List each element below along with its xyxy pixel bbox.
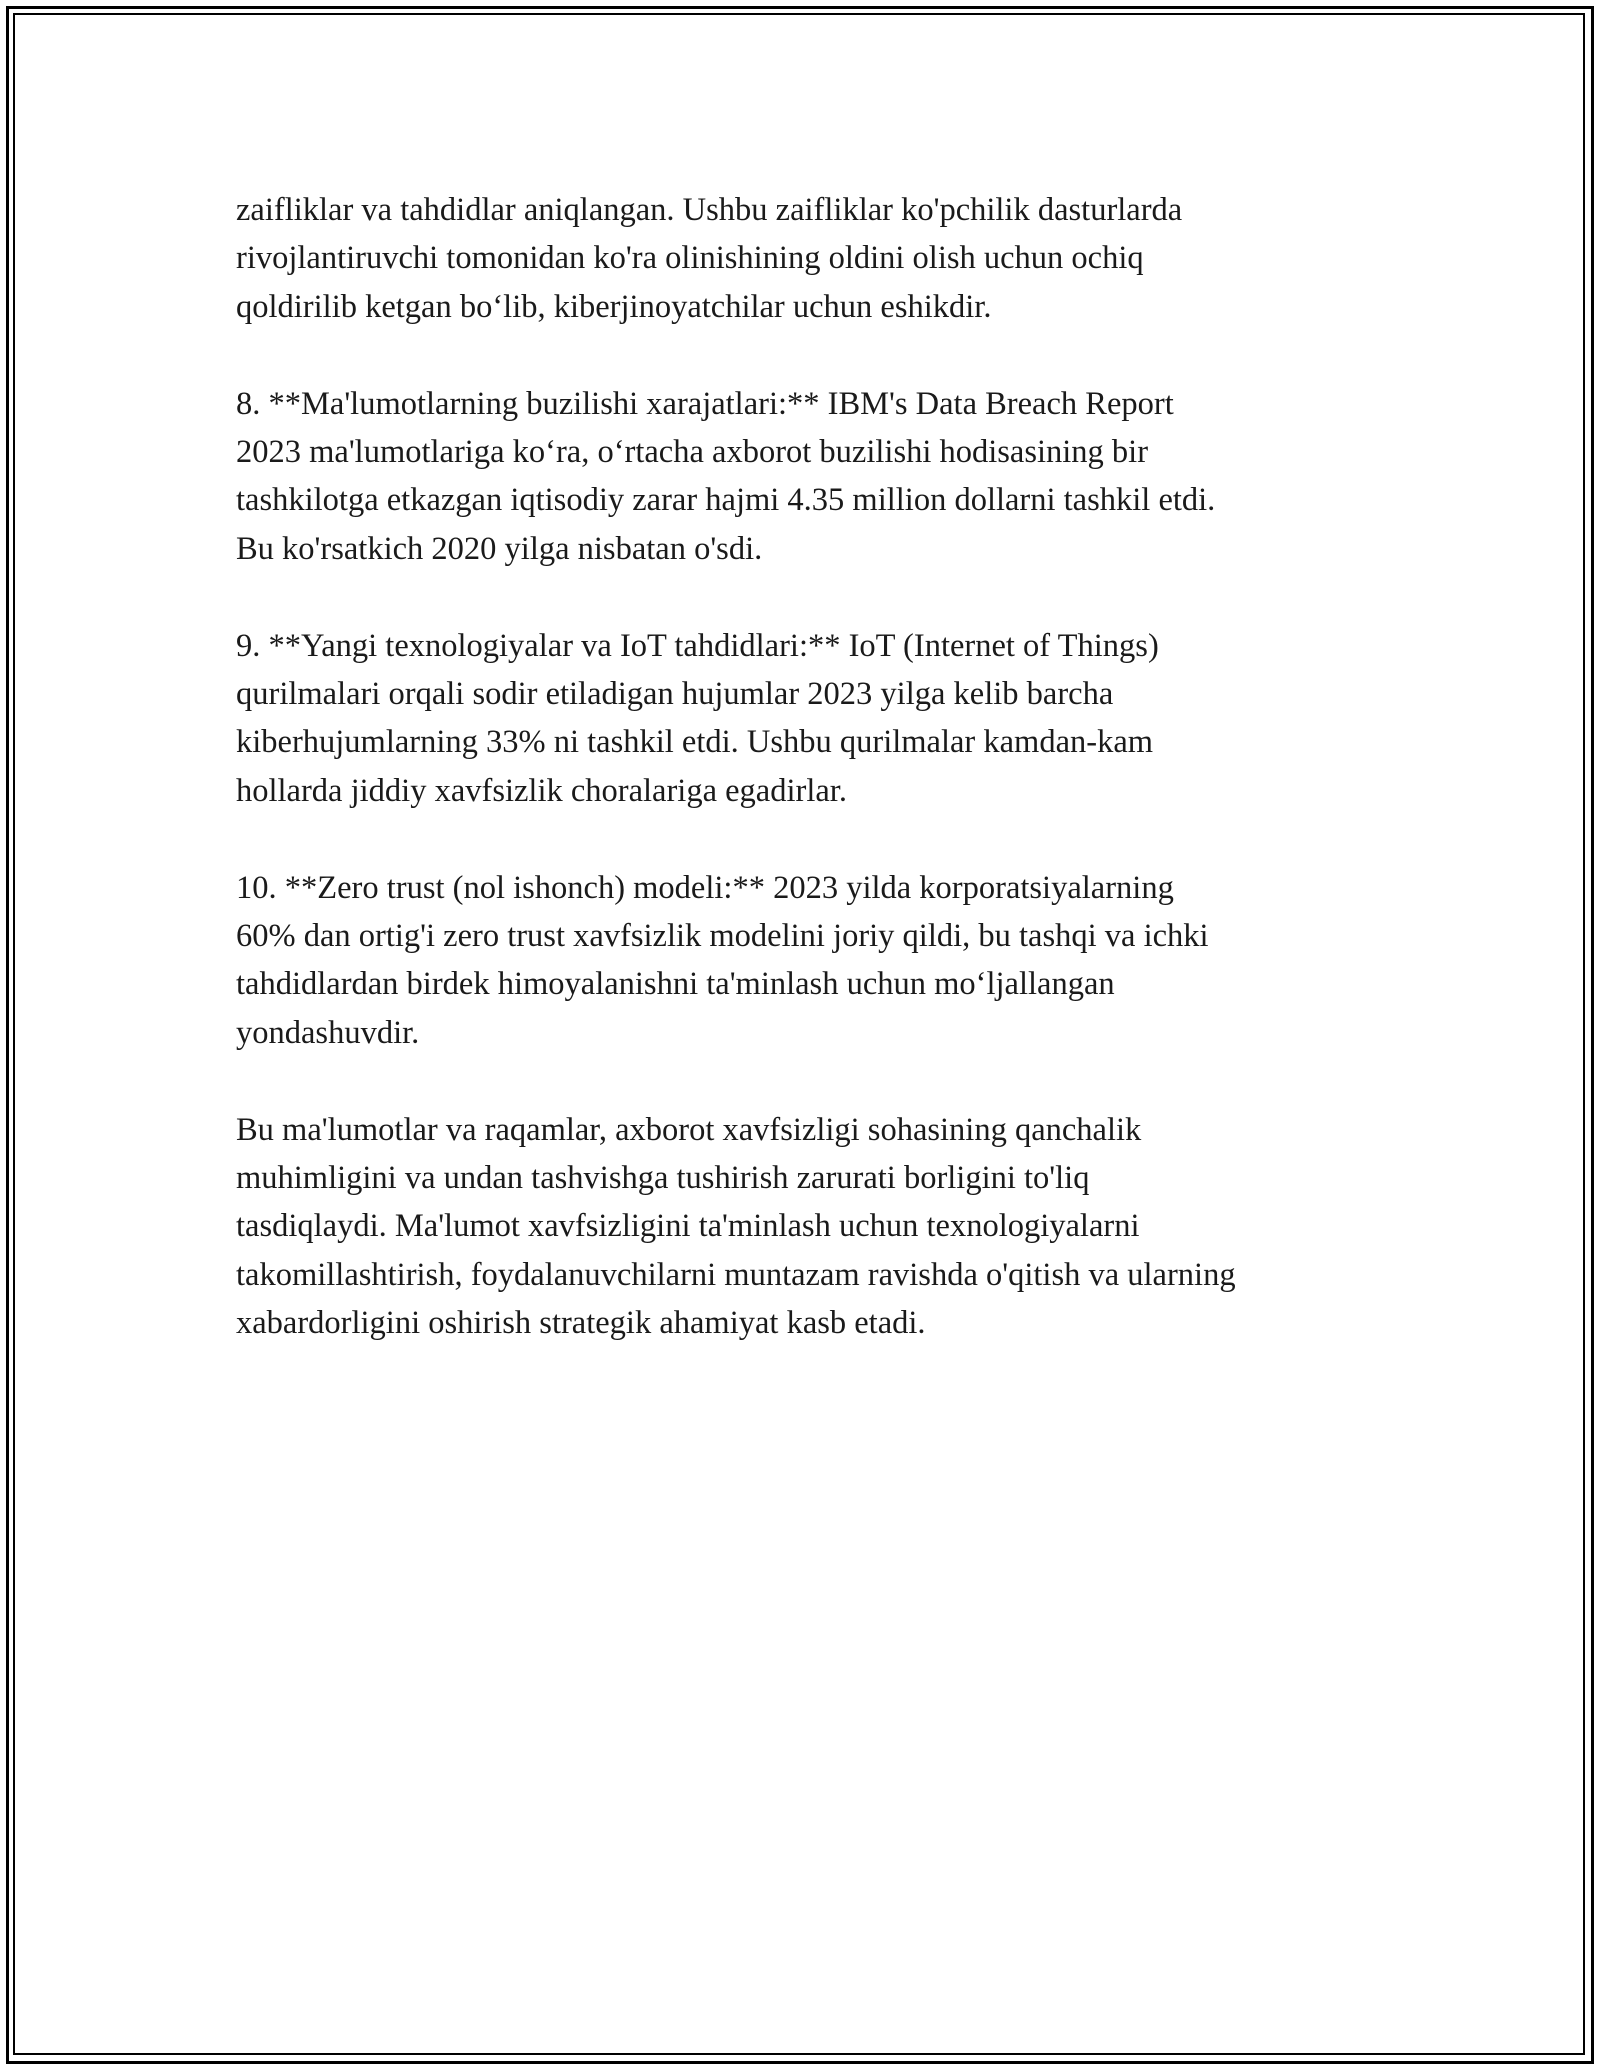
paragraph-vulnerabilities (236, 186, 1386, 331)
text-line: Bu ko'rsatkich 2020 yilga nisbatan o'sdi. (236, 530, 763, 567)
text-line: 60% dan ortig'i zero trust xavfsizlik modelini joriy qildi, bu tashqi va ichki (236, 918, 1209, 955)
text-line: muhimligini va undan tashvishga tushirish zarurati borligini to'liq (236, 1160, 1090, 1197)
text-line: 2023 ma'lumotlariga ko‘ra, o‘rtacha axborot buzilishi hodisasining bir (236, 434, 1149, 471)
paragraph-item-8 (236, 380, 1386, 574)
text-line: 9. **Yangi texnologiyalar va IoT tahdidlari:** IoT (Internet of Things) (236, 627, 1159, 664)
text-line: Bu ma'lumotlar va raqamlar, axborot xavfsizligi sohasining qanchalik (236, 1111, 1142, 1148)
paragraph-conclusion (236, 1106, 1386, 1348)
text-line: hollarda jiddiy xavfsizlik choralariga egadirlar. (236, 772, 847, 809)
text-line: qurilmalari orqali sodir etiladigan hujumlar 2023 yilga kelib barcha (236, 676, 1114, 713)
text-line: tashkilotga etkazgan iqtisodiy zarar hajmi 4.35 million dollarni tashkil etdi. (236, 482, 1216, 519)
text-line: 10. **Zero trust (nol ishonch) modeli:** 2023 yilda korporatsiyalarning (236, 869, 1174, 906)
text-line: 8. **Ma'lumotlarning buzilishi xarajatlari:** IBM's Data Breach Report (236, 385, 1174, 422)
text-line: tahdidlardan birdek himoyalanishni ta'minlash uchun mo‘ljallangan (236, 966, 1115, 1003)
text-line: zaifliklar va tahdidlar aniqlangan. Ushbu zaifliklar ko'pchilik dasturlarda (236, 192, 1183, 228)
text-line: kiberhujumlarning 33% ni tashkil etdi. Ushbu qurilmalar kamdan-kam (236, 724, 1154, 761)
text-line: yondashuvdir. (236, 1014, 420, 1051)
paragraph-item-9 (236, 622, 1386, 816)
text-line: takomillashtirish, foydalanuvchilarni muntazam ravishda o'qitish va ularning (236, 1256, 1236, 1293)
paragraph-item-10 (236, 864, 1386, 1058)
text-line: qoldirilib ketgan bo‘lib, kiberjinoyatchilar uchun eshikdir. (236, 288, 992, 325)
text-line: xabardorligini oshirish strategik ahamiyat kasb etadi. (236, 1305, 926, 1342)
text-line: tasdiqlaydi. Ma'lumot xavfsizligini ta'minlash uchun texnologiyalarni (236, 1208, 1140, 1245)
document-body (236, 186, 1386, 1396)
text-line: rivojlantiruvchi tomonidan ko'ra olinishining oldini olish uchun ochiq (236, 240, 1144, 277)
